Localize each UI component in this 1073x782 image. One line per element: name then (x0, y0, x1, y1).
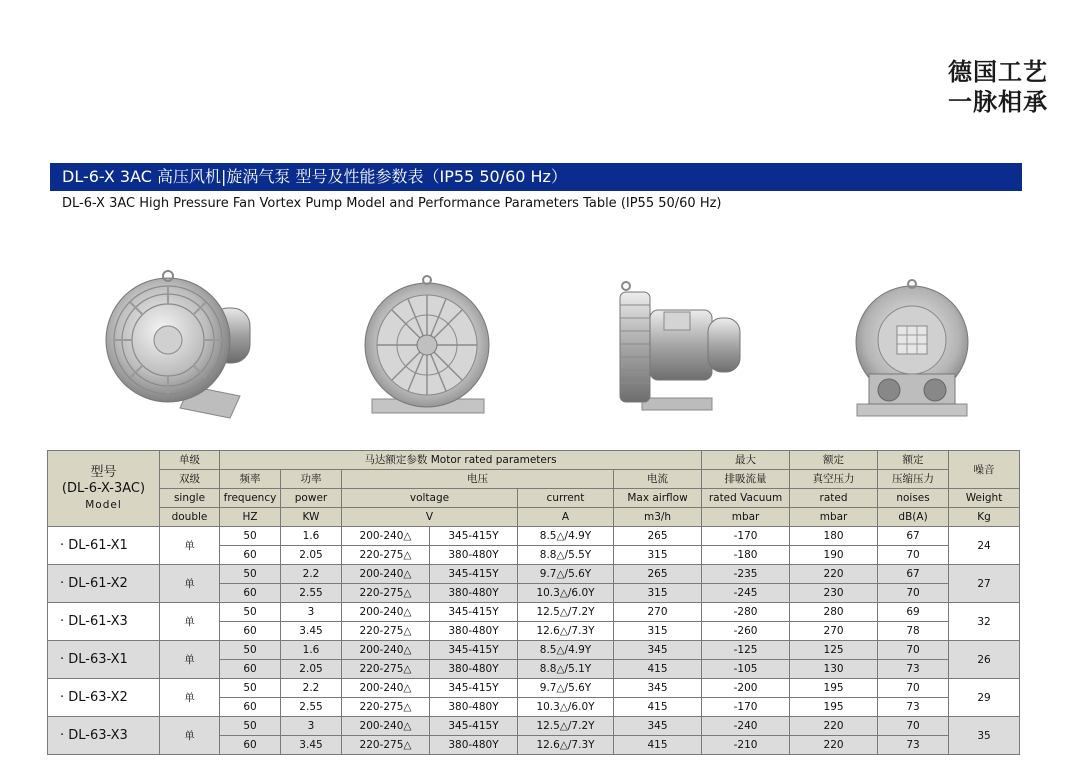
cell-flow: 315 (614, 546, 702, 565)
cell-kw: 2.55 (281, 584, 342, 603)
cell-kw: 2.55 (281, 698, 342, 717)
model-name: · DL-63-X2 (48, 679, 160, 717)
cell-v1: 220-275△ (342, 698, 430, 717)
cell-flow: 345 (614, 641, 702, 660)
cell-hz: 50 (220, 717, 281, 736)
cell-a: 12.5△/7.2Y (518, 717, 614, 736)
cell-kw: 3 (281, 603, 342, 622)
cell-vac: -280 (702, 603, 790, 622)
cell-vac: -170 (702, 698, 790, 717)
parameters-table (47, 450, 1020, 755)
cell-flow: 415 (614, 660, 702, 679)
cell-hz: 50 (220, 527, 281, 546)
cell-flow: 345 (614, 717, 702, 736)
cell-a: 8.8△/5.5Y (518, 546, 614, 565)
cell-noise: 73 (878, 660, 949, 679)
cell-flow: 415 (614, 736, 702, 755)
cell-v2: 380-480Y (430, 546, 518, 565)
cell-a: 10.3△/6.0Y (518, 698, 614, 717)
cell-a: 9.7△/5.6Y (518, 565, 614, 584)
header-model: 型号 (DL-6-X-3AC) Model (48, 451, 160, 527)
cell-noise: 73 (878, 698, 949, 717)
cell-v2: 345-415Y (430, 527, 518, 546)
cell-v1: 200-240△ (342, 603, 430, 622)
cell-noise: 70 (878, 546, 949, 565)
model-name: · DL-61-X1 (48, 527, 160, 565)
cell-v1: 200-240△ (342, 527, 430, 546)
cell-hz: 60 (220, 546, 281, 565)
cell-vac: -245 (702, 584, 790, 603)
cell-noise: 69 (878, 603, 949, 622)
cell-press: 280 (790, 603, 878, 622)
cell-hz: 60 (220, 736, 281, 755)
cell-hz: 60 (220, 622, 281, 641)
stage-cell: 单 (160, 679, 220, 717)
subtitle-english: DL-6-X 3AC High Pressure Fan Vortex Pump Model and Performance Parameters Table (IP55 50/60 Hz) (62, 196, 722, 211)
blower-image-angled (100, 268, 260, 423)
cell-press: 220 (790, 565, 878, 584)
cell-a: 8.5△/4.9Y (518, 527, 614, 546)
cell-v1: 200-240△ (342, 679, 430, 698)
cell-a: 12.6△/7.3Y (518, 736, 614, 755)
cell-press: 180 (790, 527, 878, 546)
blower-image-rear (853, 278, 971, 418)
stage-cell: 单 (160, 603, 220, 641)
cell-hz: 50 (220, 565, 281, 584)
cell-press: 190 (790, 546, 878, 565)
cell-vac: -170 (702, 527, 790, 546)
cell-press: 220 (790, 717, 878, 736)
cell-flow: 315 (614, 622, 702, 641)
cell-flow: 415 (614, 698, 702, 717)
cell-kw: 3.45 (281, 622, 342, 641)
cell-noise: 67 (878, 565, 949, 584)
cell-hz: 50 (220, 679, 281, 698)
slogan-line-2: 一脉相承 (948, 88, 1048, 116)
cell-hz: 60 (220, 584, 281, 603)
cell-a: 8.8△/5.1Y (518, 660, 614, 679)
cell-noise: 73 (878, 736, 949, 755)
model-name: · DL-61-X2 (48, 565, 160, 603)
cell-a: 10.3△/6.0Y (518, 584, 614, 603)
weight-cell: 26 (949, 641, 1020, 679)
slogan (948, 57, 1048, 117)
cell-vac: -235 (702, 565, 790, 584)
cell-a: 12.5△/7.2Y (518, 603, 614, 622)
cell-v2: 345-415Y (430, 641, 518, 660)
cell-v1: 220-275△ (342, 660, 430, 679)
table-row (48, 603, 1020, 622)
weight-cell: 29 (949, 679, 1020, 717)
cell-noise: 67 (878, 527, 949, 546)
cell-v1: 220-275△ (342, 736, 430, 755)
cell-v2: 345-415Y (430, 603, 518, 622)
cell-v1: 220-275△ (342, 546, 430, 565)
cell-press: 130 (790, 660, 878, 679)
stage-cell: 单 (160, 565, 220, 603)
cell-press: 270 (790, 622, 878, 641)
blower-image-front (360, 275, 495, 417)
cell-vac: -125 (702, 641, 790, 660)
weight-cell: 24 (949, 527, 1020, 565)
cell-v2: 380-480Y (430, 622, 518, 641)
cell-flow: 265 (614, 527, 702, 546)
cell-v1: 200-240△ (342, 565, 430, 584)
blower-image-side (612, 280, 747, 412)
cell-noise: 70 (878, 584, 949, 603)
cell-press: 125 (790, 641, 878, 660)
cell-v2: 380-480Y (430, 584, 518, 603)
stage-cell: 单 (160, 641, 220, 679)
model-name: · DL-63-X1 (48, 641, 160, 679)
cell-v1: 220-275△ (342, 584, 430, 603)
cell-v2: 380-480Y (430, 736, 518, 755)
model-name: · DL-63-X3 (48, 717, 160, 755)
cell-v1: 200-240△ (342, 641, 430, 660)
cell-hz: 60 (220, 660, 281, 679)
cell-flow: 315 (614, 584, 702, 603)
cell-vac: -180 (702, 546, 790, 565)
cell-press: 220 (790, 736, 878, 755)
table-row (48, 679, 1020, 698)
table-row (48, 717, 1020, 736)
cell-a: 12.6△/7.3Y (518, 622, 614, 641)
table-row (48, 641, 1020, 660)
table-row (48, 527, 1020, 546)
slogan-line-1: 德国工艺 (948, 58, 1048, 86)
cell-press: 195 (790, 679, 878, 698)
cell-v2: 380-480Y (430, 660, 518, 679)
weight-cell: 27 (949, 565, 1020, 603)
header-row-3: single frequency power voltage current Max airflow rated Vacuum rated noises Weight (48, 489, 1020, 508)
cell-flow: 270 (614, 603, 702, 622)
cell-v2: 345-415Y (430, 565, 518, 584)
stage-cell: 单 (160, 527, 220, 565)
header-row-2: 双级 频率 功率 电压 电流 排吸流量 真空压力 压缩压力 (48, 470, 1020, 489)
cell-kw: 2.2 (281, 565, 342, 584)
cell-v2: 380-480Y (430, 698, 518, 717)
cell-hz: 60 (220, 698, 281, 717)
cell-vac: -240 (702, 717, 790, 736)
cell-noise: 70 (878, 717, 949, 736)
cell-kw: 1.6 (281, 527, 342, 546)
cell-a: 9.7△/5.6Y (518, 679, 614, 698)
cell-vac: -260 (702, 622, 790, 641)
cell-kw: 2.2 (281, 679, 342, 698)
cell-v2: 345-415Y (430, 679, 518, 698)
cell-kw: 2.05 (281, 546, 342, 565)
cell-kw: 3 (281, 717, 342, 736)
cell-a: 8.5△/4.9Y (518, 641, 614, 660)
header-row-1: 型号 (DL-6-X-3AC) Model 单级 马达额定参数 Motor rated parameters 最大 额定 额定 噪音 (48, 451, 1020, 470)
cell-vac: -200 (702, 679, 790, 698)
cell-v2: 345-415Y (430, 717, 518, 736)
header-row-4: double HZ KW V A m3/h mbar mbar dB(A) Kg (48, 508, 1020, 527)
cell-v1: 200-240△ (342, 717, 430, 736)
cell-vac: -105 (702, 660, 790, 679)
cell-hz: 50 (220, 603, 281, 622)
cell-hz: 50 (220, 641, 281, 660)
cell-vac: -210 (702, 736, 790, 755)
cell-flow: 345 (614, 679, 702, 698)
cell-flow: 265 (614, 565, 702, 584)
cell-press: 230 (790, 584, 878, 603)
cell-noise: 70 (878, 641, 949, 660)
cell-noise: 78 (878, 622, 949, 641)
stage-cell: 单 (160, 717, 220, 755)
weight-cell: 32 (949, 603, 1020, 641)
cell-kw: 2.05 (281, 660, 342, 679)
weight-cell: 35 (949, 717, 1020, 755)
cell-kw: 3.45 (281, 736, 342, 755)
cell-kw: 1.6 (281, 641, 342, 660)
title-bar: DL-6-X 3AC 高压风机|旋涡气泵 型号及性能参数表（IP55 50/60 Hz） (50, 163, 1022, 191)
model-name: · DL-61-X3 (48, 603, 160, 641)
table-row (48, 565, 1020, 584)
cell-press: 195 (790, 698, 878, 717)
cell-noise: 70 (878, 679, 949, 698)
cell-v1: 220-275△ (342, 622, 430, 641)
